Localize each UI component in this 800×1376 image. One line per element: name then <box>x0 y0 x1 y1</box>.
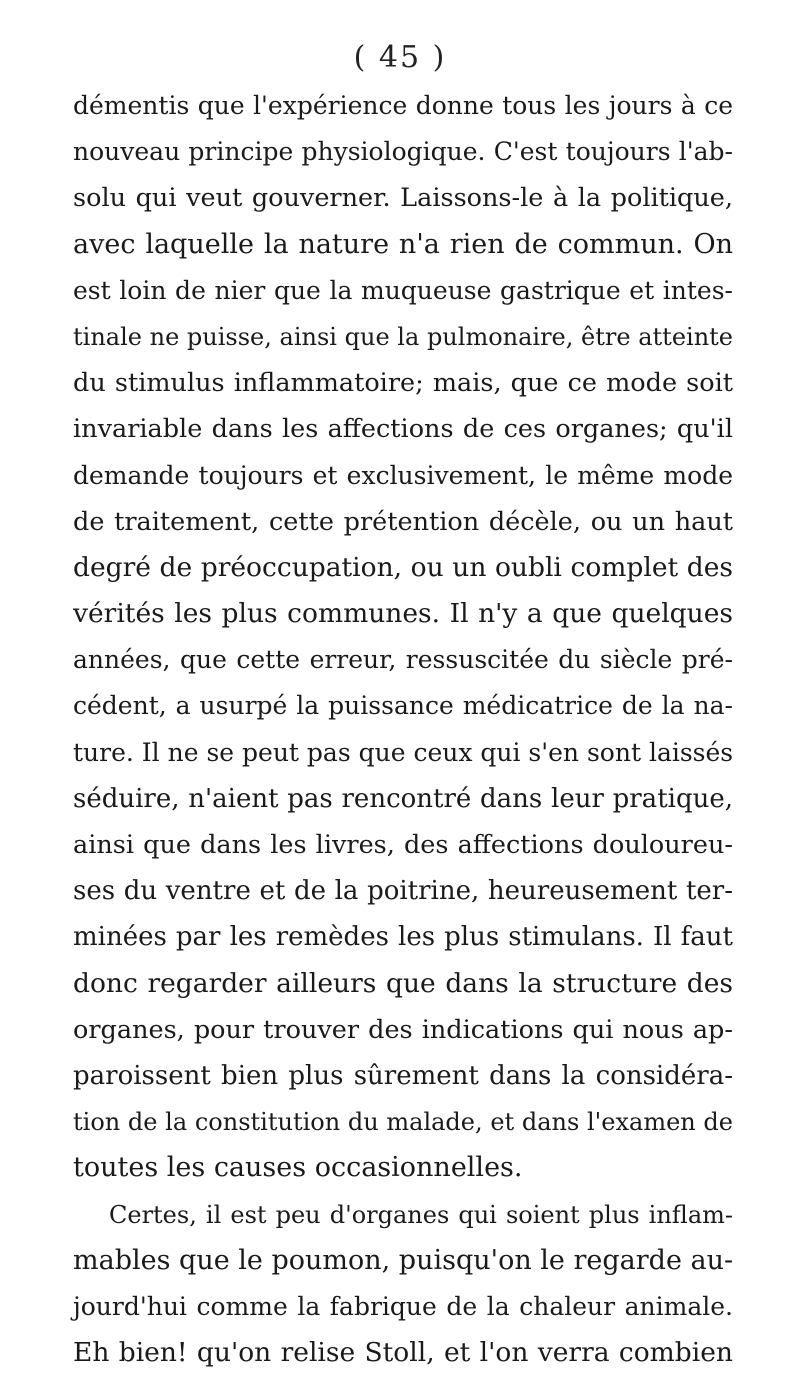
text-line: demande toujours et exclusivement, le même mode <box>73 460 733 490</box>
text-line: tinale ne puisse, ainsi que la pulmonaire, être atteinte <box>73 322 733 351</box>
paragraph-start-line: Certes, il est peu d'organes qui soient plus inflam- <box>109 1200 733 1229</box>
text-line: organes, pour trouver des indications qui nous ap- <box>73 1014 733 1045</box>
paragraph-end-line: toutes les causes occasionnelles. <box>73 1152 523 1184</box>
text-line: du stimulus inflammatoire; mais, que ce mode soit <box>73 368 733 399</box>
text-line: années, que cette erreur, ressuscitée du siècle pré- <box>73 645 733 675</box>
text-line: ses du ventre et de la poitrine, heureusement ter- <box>73 876 733 907</box>
text-line: vérités les plus communes. Il n'y a que quelques <box>73 598 733 630</box>
text-line: cédent, a usurpé la puissance médicatrice de la na- <box>73 691 733 721</box>
text-line: donc regarder ailleurs que dans la structure des <box>73 967 733 999</box>
text-line: Eh bien! qu'on relise Stoll, et l'on verra combien <box>73 1337 733 1369</box>
text-line: solu qui veut gouverner. Laissons-le à la politique, <box>73 183 733 214</box>
text-line: minées par les remèdes les plus stimulans. Il faut <box>73 922 733 953</box>
text-line: mables que le poumon, puisqu'on le regarde au- <box>73 1244 734 1276</box>
text-line: avec laquelle la nature n'a rien de commun. On <box>73 228 733 260</box>
text-line: est loin de nier que la muqueuse gastrique et intes- <box>73 275 733 305</box>
text-line: ainsi que dans les livres, des affections douloureu- <box>73 830 733 860</box>
text-line: nouveau principe physiologique. C'est toujours l'ab- <box>73 137 733 167</box>
page-number: ( 45 ) <box>353 40 447 75</box>
text-line: démentis que l'expérience donne tous les jours à ce <box>73 91 733 120</box>
text-line: invariable dans les affections de ces organes; qu'il <box>73 414 733 445</box>
text-line: jourd'hui comme la fabrique de la chaleur animale. <box>73 1291 733 1321</box>
text-line: de traitement, cette prétention décèle, ou un haut <box>73 506 733 537</box>
text-line: tion de la constitution du malade, et dans l'examen de <box>73 1108 733 1137</box>
text-line: degré de préoccupation, ou un oubli complet des <box>73 551 733 583</box>
body-text <box>73 83 733 1376</box>
text-line: paroissent bien plus sûrement dans la considéra- <box>73 1060 733 1091</box>
text-line: séduire, n'aient pas rencontré dans leur pratique, <box>73 783 733 814</box>
text-line: ture. Il ne se peut pas que ceux qui s'en sont laissés <box>73 737 734 767</box>
